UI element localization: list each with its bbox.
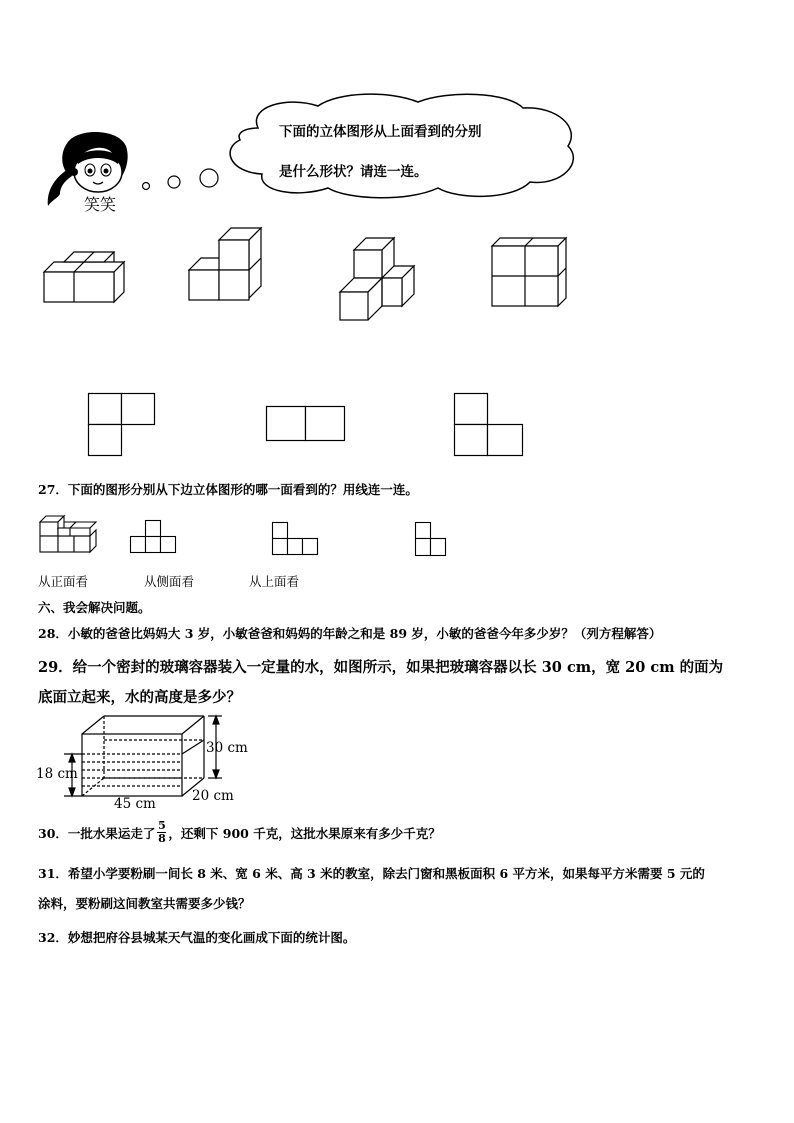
top-view-3 xyxy=(454,393,526,457)
q30-text-after: ，还剩下 900 千克，这批水果原来有多少千克？ xyxy=(168,826,441,841)
top-view-2 xyxy=(266,406,346,442)
label-front-view: 从正面看 xyxy=(38,574,89,589)
q30-text-before: 30．一批水果运走了 xyxy=(38,826,156,841)
character-name: 笑笑 xyxy=(84,195,117,214)
question-31-line-2: 涂料，要粉刷这间教室共需要多少钱？ xyxy=(38,896,251,911)
question-32: 32．妙想把府谷县城某天气温的变化画成下面的统计图。 xyxy=(38,930,356,945)
q27-solid-figure xyxy=(40,514,100,554)
solid-figure-2 xyxy=(189,228,265,302)
question-31-line-1: 31．希望小学要粉刷一间长 8 米、宽 6 米、高 3 米的教室，除去门窗和黑板面积 6 平方米，如果每平方米需要 5 元的 xyxy=(38,866,705,881)
fraction-five-eighths xyxy=(157,820,166,845)
label-top-view: 从上面看 xyxy=(249,574,300,589)
solid-figure-3 xyxy=(340,238,416,324)
fraction-denominator: 8 xyxy=(158,832,166,845)
q27-view-c xyxy=(415,522,449,558)
question-27: 27．下面的图形分别从下边立体图形的哪一面看到的？用线连一连。 xyxy=(38,482,418,497)
fraction-numerator: 5 xyxy=(158,819,166,832)
dim-width-label: 20 cm xyxy=(192,788,234,804)
top-view-1 xyxy=(88,393,158,457)
dim-length-label: 45 cm xyxy=(114,796,156,812)
q27-view-b xyxy=(272,522,322,556)
q27-view-a xyxy=(130,520,180,554)
speech-line-1: 下面的立体图形从上面看到的分别 xyxy=(279,124,482,140)
section-6-heading: 六、我会解决问题。 xyxy=(38,600,151,615)
question-29-line-2: 底面立起来，水的高度是多少？ xyxy=(38,689,241,706)
dim-height-label: 30 cm xyxy=(206,740,248,756)
question-28: 28．小敏的爸爸比妈妈大 3 岁，小敏爸爸和妈妈的年龄之和是 89 岁，小敏的爸爸今年多少岁？（列方程解答） xyxy=(38,626,662,641)
thought-bubbles xyxy=(138,164,228,194)
question-29-line-1: 29．给一个密封的玻璃容器装入一定量的水，如图所示，如果把玻璃容器以长 30 cm，宽 20 cm 的面为 xyxy=(38,659,724,676)
solid-figure-1 xyxy=(44,246,124,302)
solid-figure-4 xyxy=(492,238,568,308)
label-side-view: 从侧面看 xyxy=(144,574,195,589)
speech-line-2: 是什么形状？请连一连。 xyxy=(279,164,428,180)
question-30 xyxy=(38,819,441,847)
dim-water-label: 18 cm xyxy=(36,766,78,782)
speech-cloud xyxy=(218,88,582,202)
